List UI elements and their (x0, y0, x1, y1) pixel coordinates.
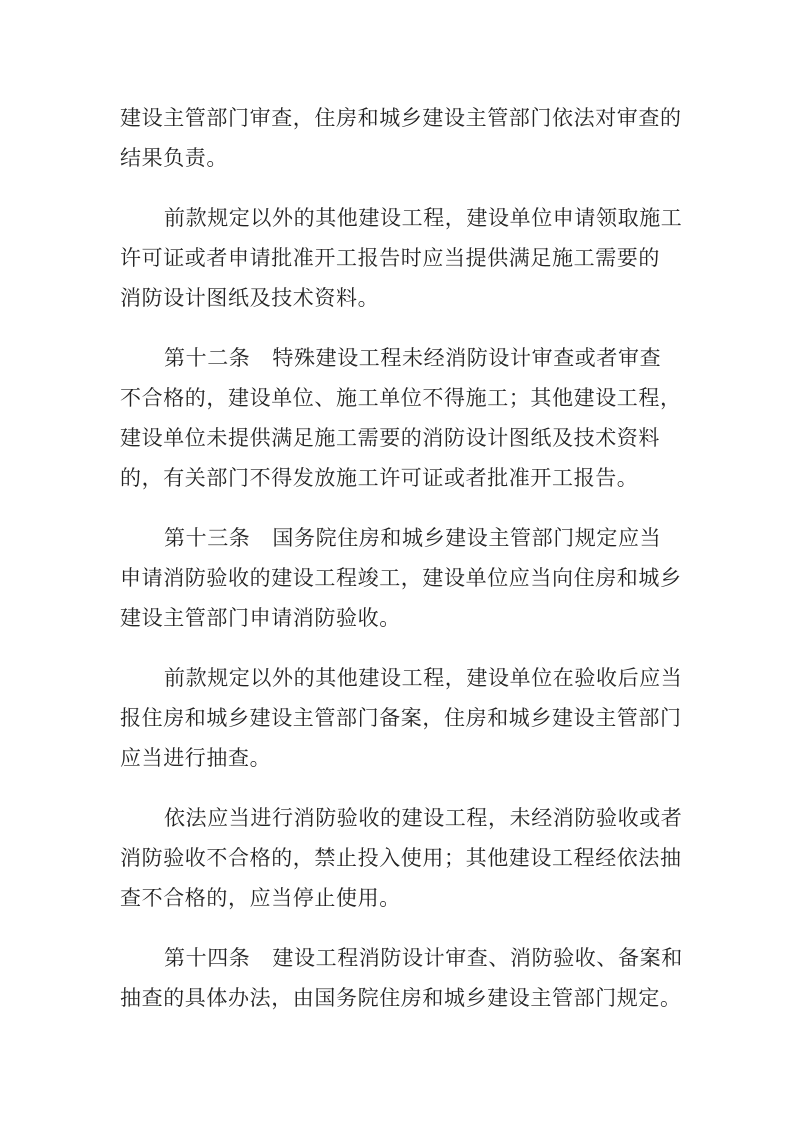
text-line: 消防验收不合格的，禁止投入使用；其他建设工程经依法抽 (120, 846, 682, 870)
paragraph-other-projects (120, 198, 683, 318)
text-line (120, 518, 676, 558)
text-line (120, 338, 676, 378)
text-line: 申请消防验收的建设工程竣工，建设单位应当向住房和城乡 (120, 566, 682, 590)
article-number: 第十二条 (164, 346, 251, 370)
text-line: 依法应当进行消防验收的建设工程，未经消防验收或者 (164, 806, 683, 830)
text-line: 建设主管部门申请消防验收。 (120, 606, 401, 630)
article-text: 建设工程消防设计审查、消防验收、备案和 (272, 946, 683, 970)
text-line: 报住房和城乡建设主管部门备案，住房和城乡建设主管部门 (120, 706, 682, 730)
text-line (120, 938, 683, 978)
paragraph-article-12 (120, 338, 682, 498)
article-number: 第十三条 (164, 526, 251, 550)
text-line: 前款规定以外的其他建设工程，建设单位在验收后应当 (164, 666, 683, 690)
text-line: 许可证或者申请批准开工报告时应当提供满足施工需要的 (120, 246, 660, 270)
text-line: 不合格的，建设单位、施工单位不得施工；其他建设工程， (120, 386, 682, 410)
paragraph-prohibition (120, 798, 683, 918)
text-line: 前款规定以外的其他建设工程，建设单位申请领取施工 (164, 206, 683, 230)
paragraph-article-14 (120, 938, 683, 1018)
article-text: 特殊建设工程未经消防设计审查或者审查 (272, 346, 662, 370)
text-line: 应当进行抽查。 (120, 746, 272, 770)
text-line: 消防设计图纸及技术资料。 (120, 286, 380, 310)
text-line: 查不合格的，应当停止使用。 (120, 886, 401, 910)
article-text: 国务院住房和城乡建设主管部门规定应当 (272, 526, 662, 550)
article-number: 第十四条 (164, 946, 251, 970)
paragraph-acceptance-filing (120, 658, 683, 778)
paragraph-article-13 (120, 518, 682, 638)
text-line: 的，有关部门不得发放施工许可证或者批准开工报告。 (120, 466, 639, 490)
paragraph-continuation (120, 98, 682, 178)
text-line: 建设主管部门审查，住房和城乡建设主管部门依法对审查的 (120, 106, 682, 130)
text-line: 结果负责。 (120, 146, 228, 170)
text-line: 建设单位未提供满足施工需要的消防设计图纸及技术资料 (120, 426, 660, 450)
text-line: 抽查的具体办法，由国务院住房和城乡建设主管部门规定。 (120, 986, 682, 1010)
